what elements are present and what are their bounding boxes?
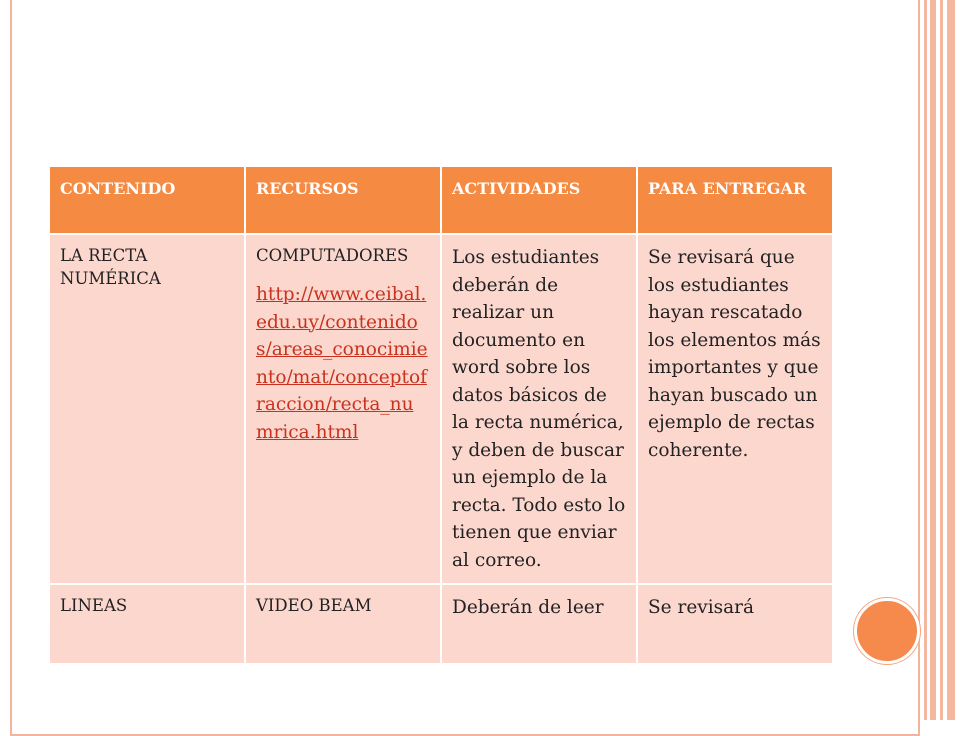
cell-para-entregar: Se revisará — [637, 584, 833, 664]
recursos-label: COMPUTADORES — [256, 246, 409, 265]
cell-recursos — [245, 234, 441, 584]
cell-contenido: LA RECTA NUMÉRICA — [49, 234, 245, 584]
table-row — [49, 584, 833, 664]
recursos-link[interactable]: http://www.ceibal.edu.uy/contenidos/areas_conocimiento/mat/conceptofraccion/recta_numrica.html — [256, 284, 428, 443]
cell-actividades: Deberán de leer — [441, 584, 637, 664]
header-actividades: ACTIVIDADES — [441, 166, 637, 234]
table-header-row — [49, 166, 833, 234]
header-para-entregar: PARA ENTREGAR — [637, 166, 833, 234]
table-row — [49, 234, 833, 584]
decorative-circle — [854, 598, 920, 664]
recursos-label: VIDEO BEAM — [256, 596, 372, 615]
cell-recursos — [245, 584, 441, 664]
cell-actividades: Los estudiantes deberán de realizar un documento en word sobre los datos básicos de la recta numérica, y deben de buscar un ejemplo de la recta. Todo esto lo tienen que enviar al correo. — [441, 234, 637, 584]
lesson-plan-table — [48, 165, 834, 665]
header-recursos: RECURSOS — [245, 166, 441, 234]
decorative-stripes — [920, 0, 960, 720]
header-contenido: CONTENIDO — [49, 166, 245, 234]
cell-para-entregar: Se revisará que los estudiantes hayan rescatado los elementos más importantes y que hayan buscado un ejemplo de rectas coherente. — [637, 234, 833, 584]
cell-contenido: LINEAS — [49, 584, 245, 664]
